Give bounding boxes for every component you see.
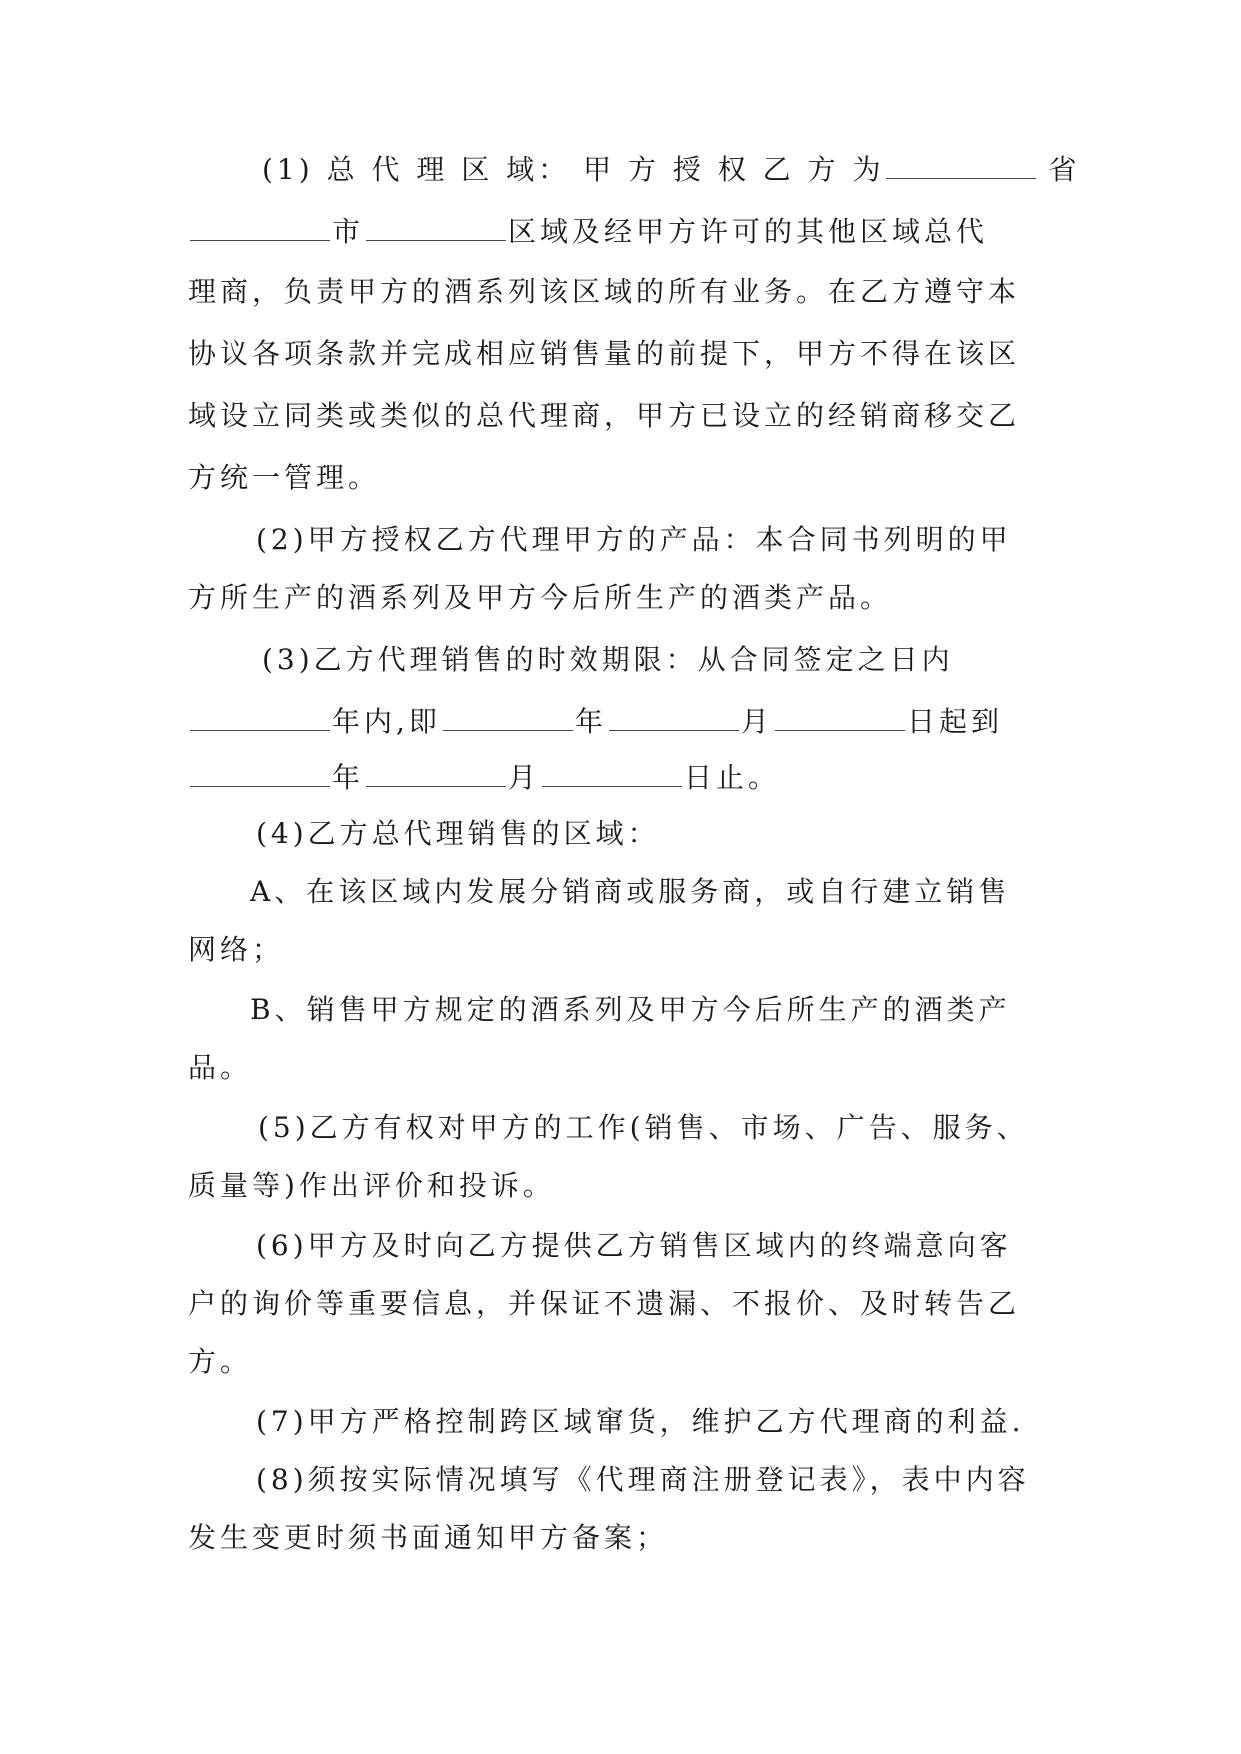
blank-province — [886, 148, 1036, 179]
paragraph-b-line-2: 品。 — [188, 1051, 253, 1084]
text: (1) 总 代 理 区 域： 甲 方 授 权 乙 方 为 — [262, 153, 885, 186]
paragraph-b-line-1: B、销售甲方规定的酒系列及甲方今后所生产的酒类产 — [250, 993, 1011, 1026]
paragraph-1-line-1 — [262, 148, 1122, 188]
text: 日起到 — [906, 705, 1003, 738]
blank-city — [190, 210, 330, 241]
text: 年 — [574, 705, 607, 738]
paragraph-5-line-2: 质量等)作出评价和投诉。 — [188, 1169, 555, 1202]
blank-end-month — [366, 756, 506, 787]
text: 月 — [740, 705, 773, 738]
text: 日止。 — [684, 761, 781, 794]
paragraph-a-line-1: A、在该区域内发展分销商或服务商，或自行建立销售 — [250, 875, 1011, 908]
text: 月 — [508, 761, 541, 794]
paragraph-3-line-3 — [188, 756, 1048, 796]
text: 年 — [332, 761, 365, 794]
text: 区域及经甲方许可的其他区域总代 — [508, 215, 989, 248]
paragraph-2-line-1: (2)甲方授权乙方代理甲方的产品：本合同书列明的甲 — [256, 523, 1012, 556]
text: 市 — [332, 215, 365, 248]
paragraph-2-line-2: 方所生产的酒系列及甲方今后所生产的酒类产品。 — [188, 581, 893, 614]
paragraph-6-line-3: 方。 — [188, 1345, 253, 1378]
paragraph-7-line-1: (7)甲方严格控制跨区域窜货，维护乙方代理商的利益. — [256, 1405, 1025, 1438]
blank-start-month — [609, 700, 739, 731]
paragraph-6-line-2: 户的询价等重要信息，并保证不遗漏、不报价、及时转告乙 — [188, 1287, 1021, 1320]
blank-start-day — [775, 700, 905, 731]
blank-end-year — [190, 756, 330, 787]
paragraph-1-line-5: 域设立同类或类似的总代理商，甲方已设立的经销商移交乙 — [188, 399, 1021, 432]
paragraph-1-line-3: 理商，负责甲方的酒系列该区域的所有业务。在乙方遵守本 — [188, 275, 1021, 308]
paragraph-8-line-1: (8)须按实际情况填写《代理商注册登记表》，表中内容 — [256, 1463, 1030, 1496]
paragraph-1-line-2 — [188, 210, 1048, 250]
paragraph-3-line-1: (3)乙方代理销售的时效期限：从合同签定之日内 — [262, 643, 954, 676]
blank-end-day — [542, 756, 682, 787]
paragraph-1-line-4: 协议各项条款并完成相应销售量的前提下，甲方不得在该区 — [188, 337, 1021, 370]
paragraph-5-line-1: (5)乙方有权对甲方的工作(销售、市场、广告、服务、 — [258, 1111, 1029, 1144]
blank-district — [366, 210, 506, 241]
paragraph-3-line-2 — [188, 700, 1048, 740]
paragraph-8-line-2: 发生变更时须书面通知甲方备案； — [188, 1521, 669, 1554]
blank-years — [190, 700, 330, 731]
paragraph-a-line-2: 网络； — [188, 933, 285, 966]
paragraph-4-line-1: (4)乙方总代理销售的区域： — [256, 817, 660, 850]
paragraph-1-line-6: 方统一管理。 — [188, 461, 381, 494]
text: 省 — [1048, 153, 1081, 186]
blank-start-year — [443, 700, 573, 731]
text: 年内,即 — [332, 705, 441, 738]
paragraph-6-line-1: (6)甲方及时向乙方提供乙方销售区域内的终端意向客 — [256, 1229, 1012, 1262]
